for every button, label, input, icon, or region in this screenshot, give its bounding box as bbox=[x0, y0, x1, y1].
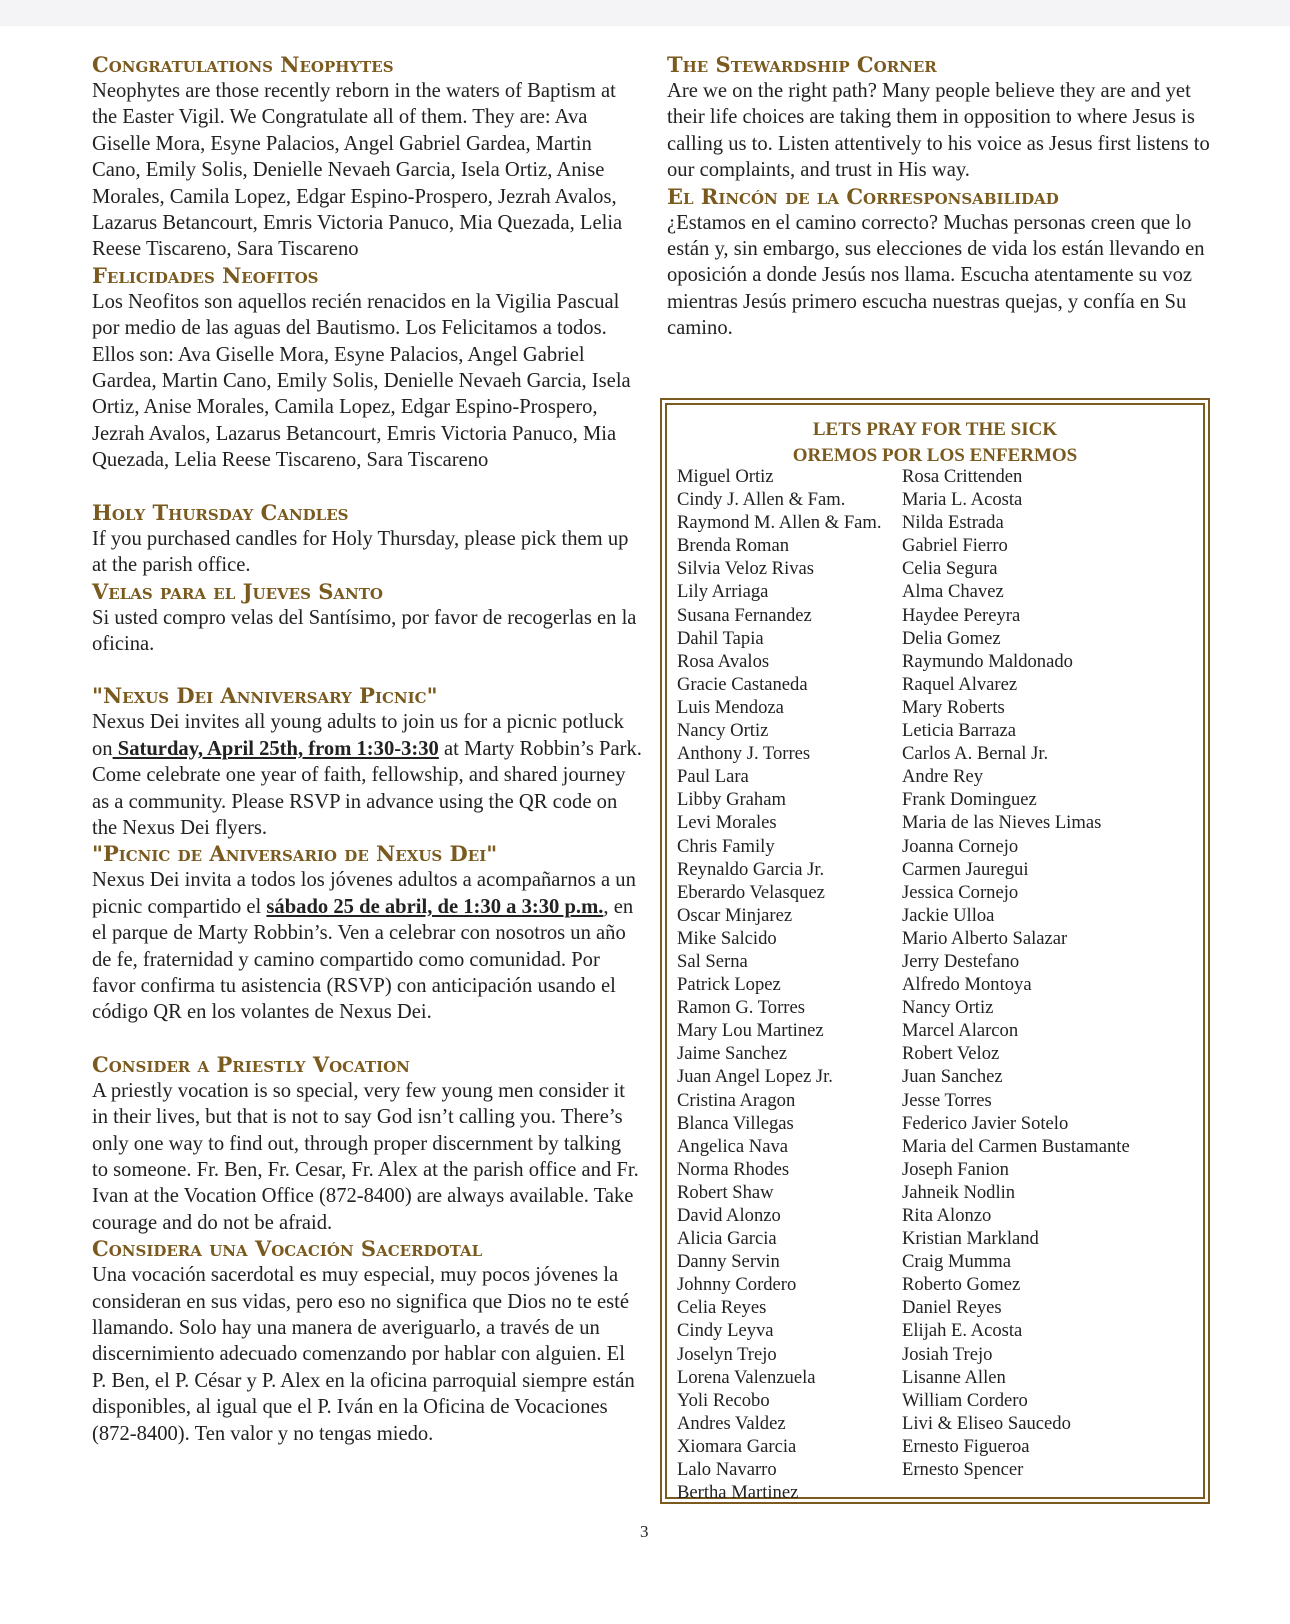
body-holy-thursday-candles: If you purchased candles for Holy Thursday, please pick them up at the parish office. bbox=[92, 527, 629, 577]
heading-holy-thursday-candles: Holy Thursday Candles bbox=[92, 499, 349, 525]
body-priestly-vocation: A priestly vocation is so special, very few young men consider it in their lives, but that is not to say God isn’t calling you. There’s only one way to find out, through proper discernment by talking to someone. Fr. Ben, Fr. Cesar, Fr. Alex at the parish office and Fr. Ivan at the Vocation Office (872-8400) are always available. Take courage and do not be afraid. bbox=[92, 1079, 639, 1234]
body-vocacion-sacerdotal: Una vocación sacerdotal es muy especial, muy pocos jóvenes la consideran en sus vidas, pero eso no significa que Dios no te esté llamando. Solo hay una manera de averiguarlo, a través de un discernimiento adecuado comenzando por hablar con alguien. El P. Ben, el P. César y P. Alex en la oficina parroquial siempre están disponibles, al igual que el P. Iván en la Oficina de Vocaciones (872-8400). Ten valor y no tengas miedo. bbox=[92, 1264, 635, 1445]
body-rincon-corresponsabilidad: ¿Estamos en el camino correcto? Muchas personas creen que lo están y, sin embargo, sus elecciones de vida los están llevando en oposición a donde Jesús nos llama. Escucha atentamente su voz mientras Jesús primero escucha nuestras quejas, y confía en Su camino. bbox=[667, 211, 1205, 340]
sick-name-item: Leticia Barraza bbox=[902, 720, 1017, 742]
heading-vocacion-sacerdotal: Considera una Vocación Sacerdotal bbox=[92, 1236, 483, 1262]
sick-name-item: Jahneik Nodlin bbox=[902, 1181, 1016, 1203]
sick-name-item: Mike Salcido bbox=[677, 927, 777, 949]
sick-name-item: Lily Arriaga bbox=[677, 581, 769, 603]
sick-name-item: Haydee Pereyra bbox=[902, 604, 1021, 626]
heading-picnic-aniversario: "Picnic de Aniversario de Nexus Dei" bbox=[92, 841, 498, 867]
page-number: 3 bbox=[640, 1522, 649, 1541]
sick-name-item: Mary Lou Martinez bbox=[677, 1020, 824, 1042]
body-felicidades-neofitos: Los Neofitos son aquellos recién renacidos en la Vigilia Pascual por medio de las aguas del Bautismo. Los Felicitamos a todos. Ellos son: Ava Giselle Mora, Esyne Palacios, Angel Gabriel Gardea, Martin Cano, Emily Solis, Denielle Nevaeh Garcia, Isela Ortiz, Anise Morales, Camila Lopez, Edgar Espino-Prospero, Jezrah Avalos, Lazarus Betancourt, Emris Victoria Panuco, Mia Quezada, Lelia Reese Tiscareno, Sara Tiscareno bbox=[92, 290, 631, 472]
sick-name-item: Patrick Lopez bbox=[677, 974, 781, 996]
sick-name-item: Ernesto Spencer bbox=[902, 1459, 1024, 1481]
sick-name-item: Danny Servin bbox=[677, 1251, 780, 1273]
sick-name-item: Joanna Cornejo bbox=[902, 835, 1019, 857]
sick-name-item: Craig Mumma bbox=[902, 1251, 1011, 1273]
sick-name-item: Cristina Aragon bbox=[677, 1089, 796, 1111]
sick-name-item: Jaime Sanchez bbox=[677, 1043, 787, 1065]
top-bar bbox=[0, 0, 1290, 26]
sick-name-item: Maria L. Acosta bbox=[902, 489, 1023, 511]
heading-congratulations-neophytes: Congratulations Neophytes bbox=[92, 52, 394, 77]
body-stewardship-corner: Are we on the right path? Many people believe they are and yet their life choices are taking them in opposition to where Jesus is calling us to. Listen attentively to his voice as Jesus first listens to our complaints, and trust in His way. bbox=[667, 80, 1210, 182]
sick-name-item: Marcel Alarcon bbox=[902, 1020, 1019, 1042]
heading-priestly-vocation: Consider a Priestly Vocation bbox=[92, 1051, 410, 1077]
sick-name-item: Luis Mendoza bbox=[677, 696, 784, 718]
sick-name-item: Oscar Minjarez bbox=[677, 904, 793, 926]
sick-name-item: Miguel Ortiz bbox=[677, 466, 774, 487]
sick-name-item: Jerry Destefano bbox=[902, 950, 1020, 972]
sick-title-english: LETS PRAY FOR THE SICK bbox=[812, 419, 1058, 440]
sick-name-item: Federico Javier Sotelo bbox=[902, 1112, 1069, 1134]
picnic-date-es: sábado 25 de abril, de 1:30 a 3:30 p.m. bbox=[266, 895, 604, 918]
sick-name-item: David Alonzo bbox=[677, 1205, 781, 1226]
sick-name-item: Jessica Cornejo bbox=[902, 881, 1019, 903]
sick-name-item: Norma Rhodes bbox=[677, 1158, 790, 1180]
body-congratulations-neophytes: Neophytes are those recently reborn in the waters of Baptism at the Easter Vigil. We Congratulate all of them. They are: Ava Giselle Mora, Esyne Palacios, Angel Gabriel Gardea, Martin Cano, Emily Solis, Denielle Nevaeh Garcia, Isela Ortiz, Anise Morales, Camila Lopez, Edgar Espino-Prospero, Jezrah Avalos, Lazarus Betancourt, Emris Victoria Panuco, Mia Quezada, Lelia Reese Tiscareno, Sara Tiscareno bbox=[92, 80, 623, 261]
right-column bbox=[667, 52, 1212, 342]
sick-name-item: Nancy Ortiz bbox=[677, 720, 769, 742]
sick-name-item: Johnny Cordero bbox=[677, 1274, 797, 1296]
sick-title-spanish: OREMOS POR LOS ENFERMOS bbox=[792, 445, 1078, 466]
sick-name-item: Lalo Navarro bbox=[677, 1459, 777, 1481]
sick-name-item: Ramon G. Torres bbox=[677, 997, 805, 1019]
body-nexus-dei-picnic: Nexus Dei invites all young adults to join us for a picnic potluck on Saturday, April 25th, from 1:30-3:30 at Marty Robbin’s Park. Come celebrate one year of faith, fellowship, and shared journey as a community. Please RSVP in advance using the QR code on the Nexus Dei flyers. bbox=[92, 711, 642, 839]
sick-name-item: Carlos A. Bernal Jr. bbox=[902, 743, 1049, 765]
sick-name-item: Lisanne Allen bbox=[902, 1366, 1006, 1388]
pray-for-sick-box bbox=[660, 398, 1210, 1504]
sick-name-item: Blanca Villegas bbox=[677, 1112, 794, 1134]
sick-name-item: Nilda Estrada bbox=[902, 512, 1004, 534]
sick-name-item: Robert Veloz bbox=[902, 1043, 1000, 1065]
sick-name-item: Mario Alberto Salazar bbox=[902, 927, 1068, 949]
sick-name-item: Nancy Ortiz bbox=[902, 997, 994, 1019]
body-picnic-aniversario: Nexus Dei invita a todos los jóvenes adultos a acompañarnos a un picnic compartido el sábado 25 de abril, de 1:30 a 3:30 p.m., en el parque de Marty Robbin’s. Ven a celebrar con nosotros un año de fe, fraternidad y camino compartido como comunidad. Por favor confirma tu asistencia (RSVP) con anticipación usando el código QR en los volantes de Nexus Dei. bbox=[92, 869, 636, 1024]
sick-name-item: Rosa Crittenden bbox=[902, 466, 1023, 487]
sick-names-column-1 bbox=[677, 465, 902, 1504]
sick-name-item: William Cordero bbox=[902, 1389, 1028, 1411]
sick-name-item: Joseph Fanion bbox=[902, 1158, 1009, 1180]
sick-name-item: Cindy J. Allen & Fam. bbox=[677, 489, 846, 511]
sick-name-item: Andre Rey bbox=[902, 766, 984, 788]
sick-name-item: Sal Serna bbox=[677, 950, 748, 972]
sick-name-item: Joselyn Trejo bbox=[677, 1343, 777, 1365]
sick-name-item: Jackie Ulloa bbox=[902, 904, 995, 926]
sick-name-item: Livi & Eliseo Saucedo bbox=[902, 1412, 1071, 1434]
sick-name-item: Brenda Roman bbox=[677, 535, 790, 557]
sick-name-item: Robert Shaw bbox=[677, 1181, 774, 1203]
left-column bbox=[92, 52, 642, 1447]
sick-name-item: Frank Dominguez bbox=[902, 789, 1037, 811]
sick-name-item: Libby Graham bbox=[677, 789, 786, 811]
sick-name-item: Bertha Martinez bbox=[677, 1482, 799, 1504]
pray-for-sick-inner-border bbox=[665, 403, 1205, 1504]
sick-name-item: Raymond M. Allen & Fam. bbox=[677, 512, 882, 534]
sick-name-item: Anthony J. Torres bbox=[677, 743, 811, 765]
sick-name-item: Ernesto Figueroa bbox=[902, 1435, 1030, 1457]
sick-name-item: Kristian Markland bbox=[902, 1228, 1039, 1250]
sick-name-item: Andres Valdez bbox=[677, 1412, 786, 1434]
heading-rincon-corresponsabilidad: El Rincón de la Corresponsabilidad bbox=[667, 183, 1059, 209]
sick-name-item: Celia Reyes bbox=[677, 1297, 767, 1319]
sick-name-item: Daniel Reyes bbox=[902, 1297, 1002, 1319]
sick-name-item: Lorena Valenzuela bbox=[677, 1366, 816, 1388]
sick-name-item: Cindy Leyva bbox=[677, 1320, 774, 1342]
sick-name-item: Mary Roberts bbox=[902, 696, 1005, 718]
sick-name-item: Angelica Nava bbox=[677, 1135, 788, 1157]
sick-name-item: Josiah Trejo bbox=[902, 1343, 993, 1365]
sick-name-item: Roberto Gomez bbox=[902, 1274, 1021, 1296]
sick-name-item: Alicia Garcia bbox=[677, 1228, 777, 1250]
sick-name-item: Alfredo Montoya bbox=[902, 974, 1032, 996]
sick-name-item: Jesse Torres bbox=[902, 1089, 992, 1111]
sick-name-item: Levi Morales bbox=[677, 812, 777, 834]
sick-name-item: Xiomara Garcia bbox=[677, 1435, 797, 1457]
sick-name-item: Eberardo Velasquez bbox=[677, 881, 825, 903]
sick-name-item: Susana Fernandez bbox=[677, 604, 812, 626]
sick-name-item: Carmen Jauregui bbox=[902, 858, 1029, 880]
sick-name-item: Maria de las Nieves Limas bbox=[902, 812, 1102, 834]
sick-names-column-2 bbox=[902, 465, 1202, 1481]
sick-name-item: Rosa Avalos bbox=[677, 650, 770, 672]
sick-name-item: Gracie Castaneda bbox=[677, 673, 808, 695]
sick-name-item: Yoli Recobo bbox=[677, 1389, 770, 1411]
sick-name-item: Raymundo Maldonado bbox=[902, 650, 1073, 672]
sick-name-item: Maria del Carmen Bustamante bbox=[902, 1135, 1130, 1157]
body-velas-jueves-santo: Si usted compro velas del Santísimo, por favor de recogerlas en la oficina. bbox=[92, 606, 637, 655]
sick-name-item: Elijah E. Acosta bbox=[902, 1320, 1023, 1342]
heading-felicidades-neofitos: Felicidades Neofitos bbox=[92, 262, 319, 288]
picnic-date-en: Saturday, April 25th, from 1:30-3:30 bbox=[112, 737, 439, 760]
heading-nexus-dei-picnic: "Nexus Dei Anniversary Picnic" bbox=[92, 683, 438, 709]
sick-name-item: Delia Gomez bbox=[902, 627, 1001, 649]
sick-name-item: Reynaldo Garcia Jr. bbox=[677, 858, 825, 880]
sick-name-item: Dahil Tapia bbox=[677, 627, 764, 649]
sick-name-item: Raquel Alvarez bbox=[902, 673, 1018, 695]
heading-stewardship-corner: The Stewardship Corner bbox=[667, 52, 937, 77]
sick-name-item: Juan Sanchez bbox=[902, 1066, 1003, 1088]
sick-name-item: Paul Lara bbox=[677, 766, 749, 788]
sick-name-item: Chris Family bbox=[677, 835, 775, 857]
sick-name-item: Alma Chavez bbox=[902, 581, 1004, 603]
sick-name-item: Celia Segura bbox=[902, 558, 998, 580]
sick-name-item: Gabriel Fierro bbox=[902, 535, 1008, 557]
sick-name-item: Silvia Veloz Rivas bbox=[677, 558, 815, 580]
sick-name-item: Rita Alonzo bbox=[902, 1205, 992, 1226]
heading-velas-jueves-santo: Velas para el Jueves Santo bbox=[92, 578, 383, 604]
sick-name-item: Juan Angel Lopez Jr. bbox=[677, 1066, 833, 1088]
